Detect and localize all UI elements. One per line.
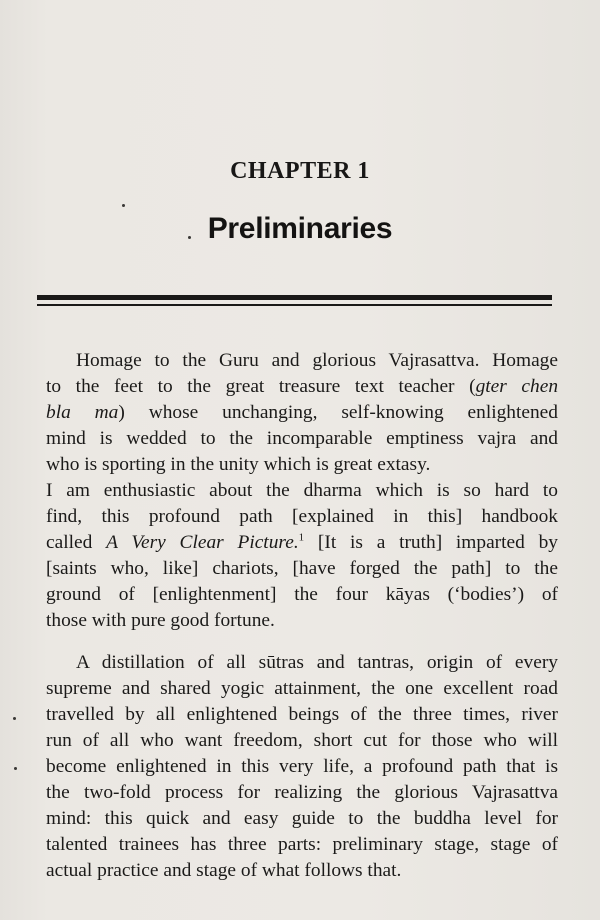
text-line: mind: this quick and easy guide to the buddha level for — [46, 808, 558, 829]
text-line: [saints who, like] chariots, [have forged the path] to the — [46, 558, 558, 579]
text-line: Homage to the Guru and glorious Vajrasattva. Homage — [76, 350, 558, 371]
tibetan-term: bla ma — [46, 402, 119, 423]
text-line: talented trainees has three parts: preliminary stage, stage of — [46, 834, 558, 855]
book-title: A Very Clear Picture. — [106, 532, 299, 553]
chapter-number: CHAPTER 1 — [230, 158, 370, 184]
footnote-marker[interactable]: 1 — [298, 531, 305, 544]
text-line: actual practice and stage of what follows that. — [46, 860, 402, 881]
page-speck — [14, 767, 17, 770]
chapter-title: Preliminaries — [207, 212, 393, 245]
page-speck — [188, 236, 191, 239]
text-line: mind is wedded to the incomparable emptiness vajra and — [46, 428, 558, 449]
text-line: find, this profound path [explained in this] handbook — [46, 506, 558, 527]
text-line: supreme and shared yogic attainment, the one excellent road — [46, 678, 558, 699]
page-speck — [13, 717, 16, 720]
paragraph-homage — [46, 348, 558, 634]
text-line: run of all who want freedom, short cut for those who will — [46, 730, 558, 751]
text-line: the two-fold process for realizing the glorious Vajrasattva — [46, 782, 558, 803]
text-line: bla ma) whose unchanging, self-knowing enlightened — [46, 402, 558, 423]
tibetan-term: gter chen — [475, 376, 559, 397]
text-line: who is sporting in the unity which is great extasy. — [46, 454, 431, 475]
title-rule-thick — [37, 295, 552, 300]
page-speck — [122, 204, 125, 207]
text-line: those with pure good fortune. — [46, 610, 275, 631]
text-line: ground of [enlightenment] the four kāyas (‘bodies’) of — [46, 584, 558, 605]
text-line: A distillation of all sūtras and tantras, origin of every — [76, 652, 558, 673]
text-line: travelled by all enlightened beings of the three times, river — [46, 704, 558, 725]
title-rule-thin — [37, 304, 552, 306]
paragraph-distillation — [46, 650, 558, 884]
text-line: to the feet to the great treasure text teacher (gter chen — [46, 376, 559, 397]
text-line: called A Very Clear Picture.$^1$ [It is a truth] imparted by — [46, 531, 558, 553]
text-line: I am enthusiastic about the dharma which is so hard to — [46, 480, 558, 501]
text-line: become enlightened in this very life, a profound path that is — [46, 756, 558, 777]
